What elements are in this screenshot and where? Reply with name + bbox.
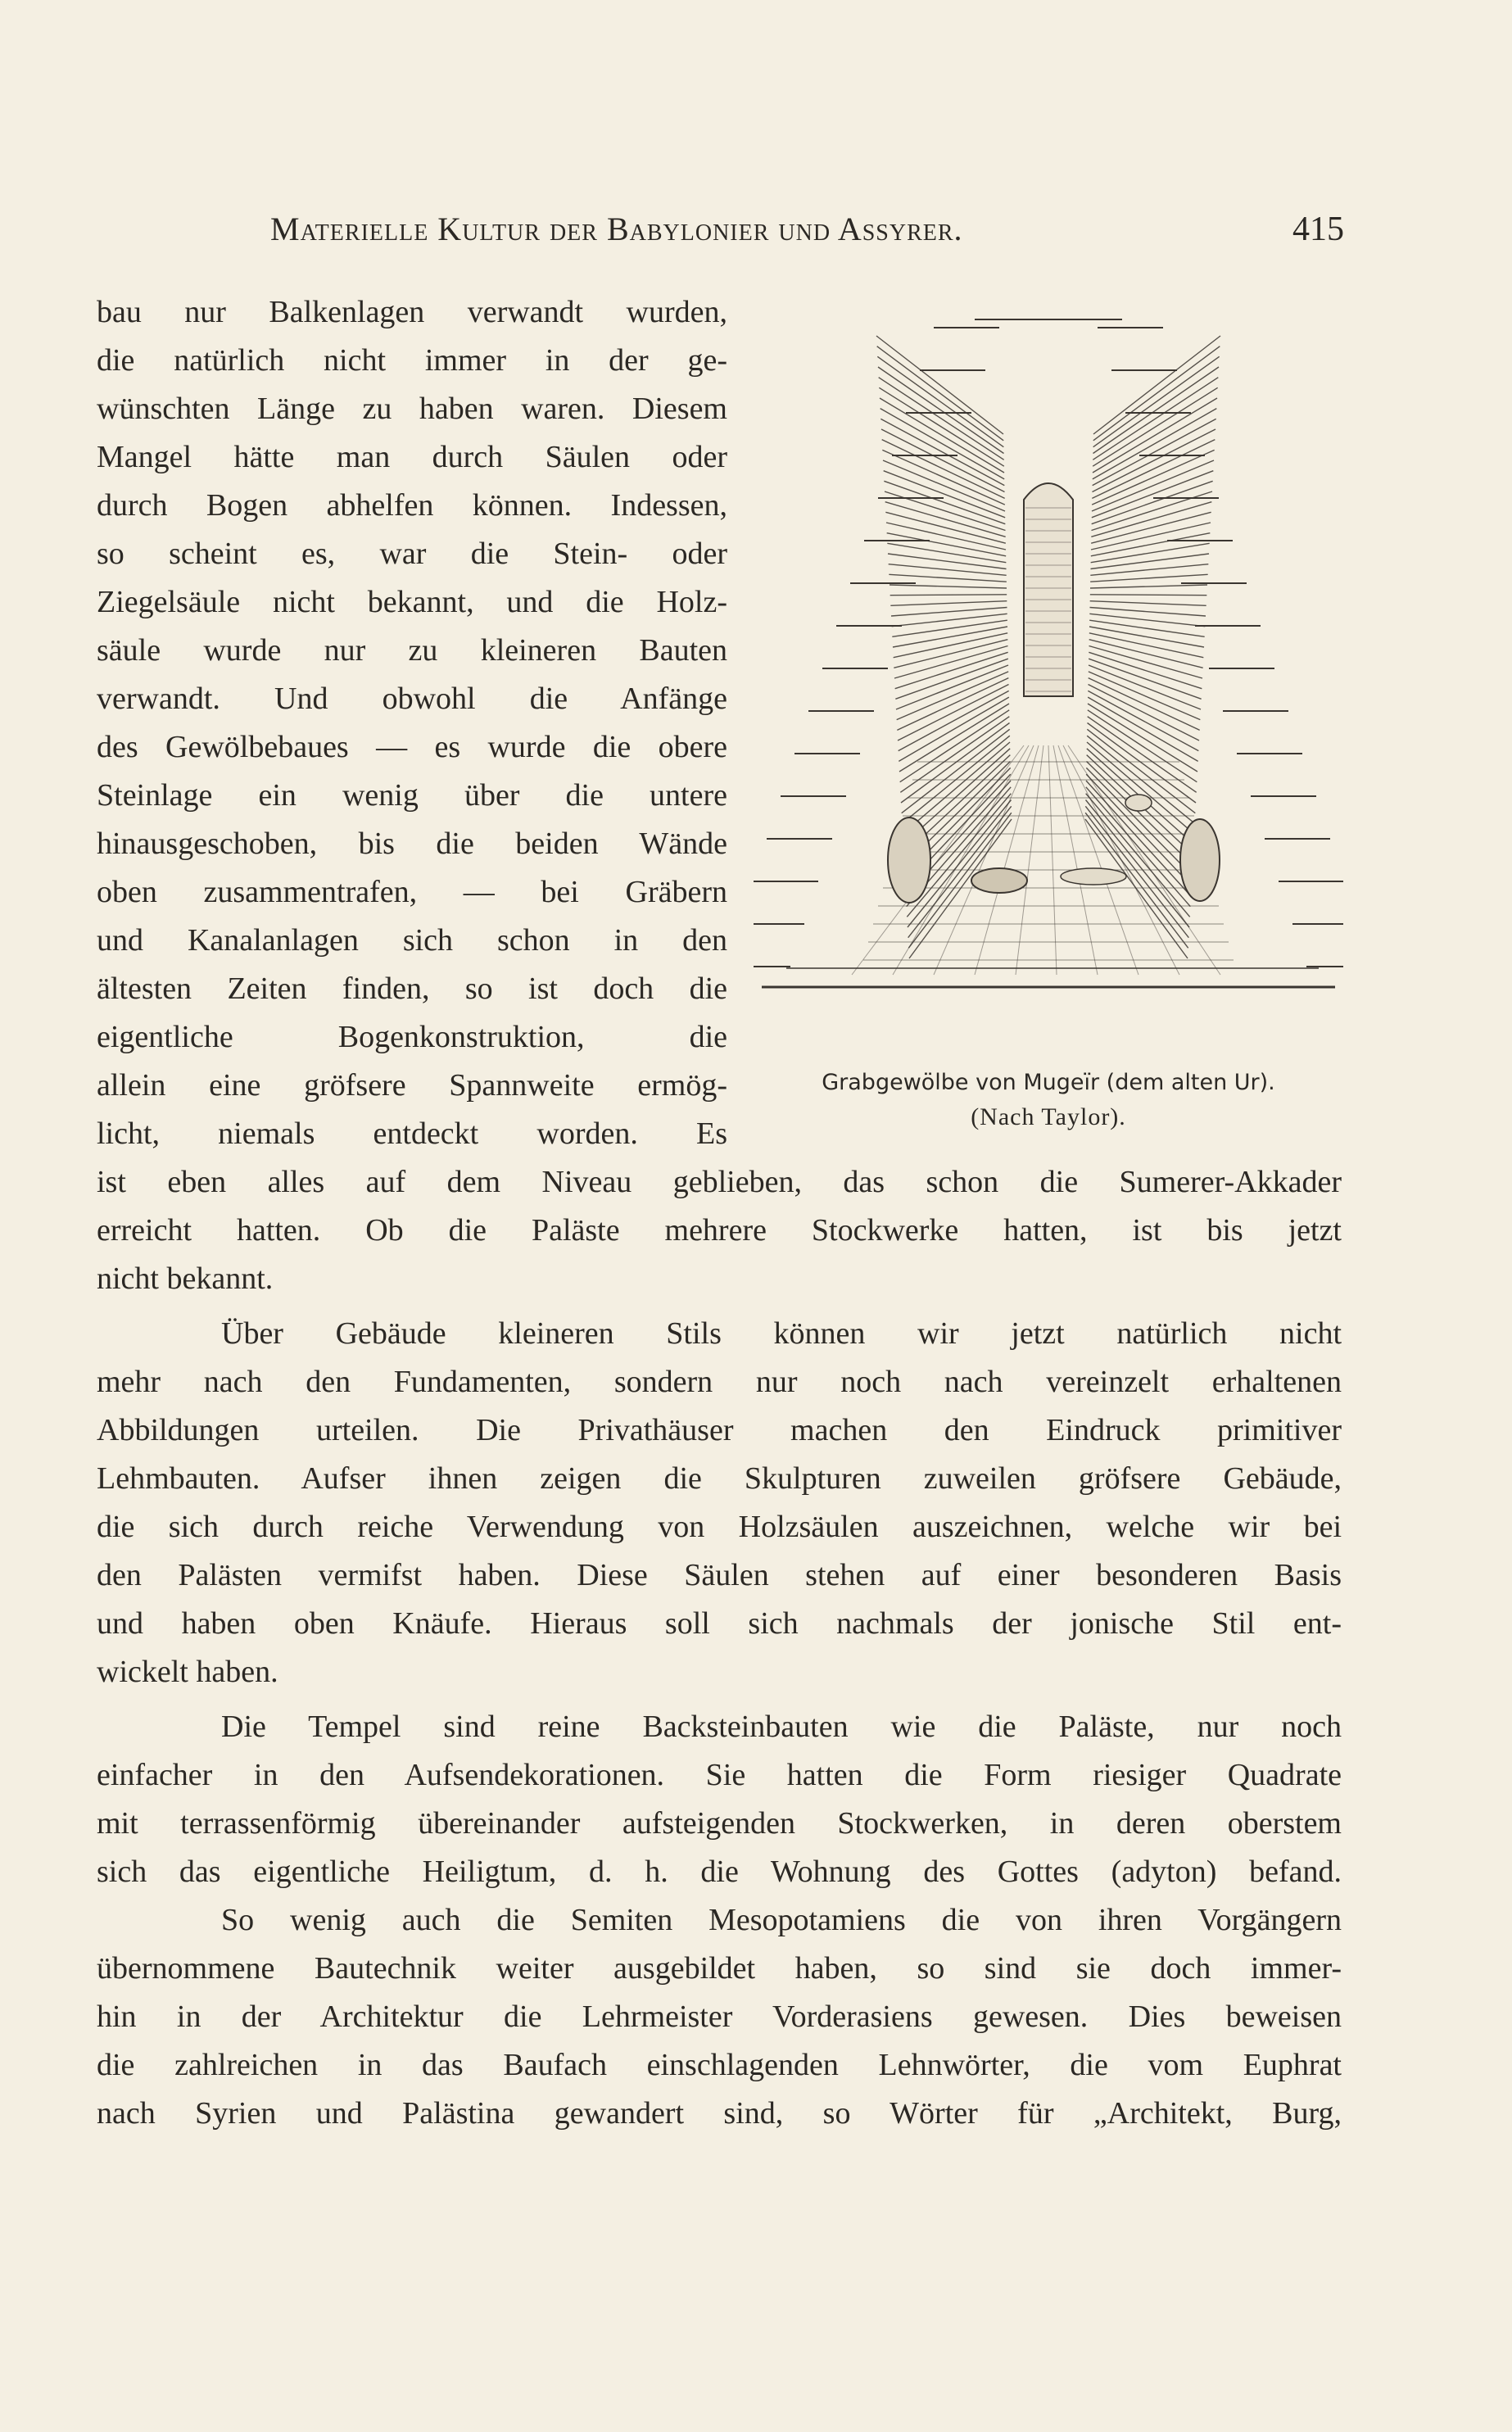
text-line: so scheint es, war die Stein- oder — [97, 537, 727, 571]
text-line: Die Tempel sind reine Backsteinbauten wie die Paläste, nur noch — [221, 1710, 1342, 1744]
text-line: allein eine gröfsere Spannweite ermög- — [97, 1068, 727, 1103]
text-line: und haben oben Knäufe. Hieraus soll sich nachmals der jonische Stil ent- — [97, 1606, 1342, 1641]
text-line: hin in der Architektur die Lehrmeister Vorderasiens gewesen. Dies beweisen — [97, 1999, 1342, 2034]
text-line: Über Gebäude kleineren Stils können wir jetzt natürlich nicht — [221, 1316, 1342, 1351]
text-line: ältesten Zeiten finden, so ist doch die — [97, 971, 727, 1006]
text-line: nicht bekannt. — [97, 1261, 274, 1296]
text-line: mehr nach den Fundamenten, sondern nur noch nach vereinzelt erhaltenen — [97, 1365, 1342, 1399]
corbelled-vault-drawing — [754, 303, 1343, 1040]
text-line: nach Syrien und Palästina gewandert sind, so Wörter für „Architekt, Burg, — [97, 2096, 1342, 2131]
text-line: mit terrassenförmig übereinander aufsteigenden Stockwerken, in deren oberstem — [97, 1806, 1342, 1841]
text-line: wünschten Länge zu haben waren. Diesem — [97, 392, 727, 426]
text-line: wickelt haben. — [97, 1655, 278, 1689]
figure-credit: (Nach Taylor). — [971, 1103, 1126, 1130]
text-line: durch Bogen abhelfen können. Indessen, — [97, 488, 727, 523]
text-line: die natürlich nicht immer in der ge- — [97, 343, 727, 378]
figure-caption: Grabgewölbe von Mugeïr (dem alten Ur). — [822, 1070, 1275, 1095]
text-line: sich das eigentliche Heiligtum, d. h. die Wohnung des Gottes (adyton) befand. — [97, 1855, 1342, 1889]
text-line: Ziegelsäule nicht bekannt, und die Holz- — [97, 585, 727, 619]
text-line: übernommene Bautechnik weiter ausgebildet haben, so sind sie doch immer- — [97, 1951, 1342, 1986]
text-line: die sich durch reiche Verwendung von Holzsäulen auszeichnen, welche wir bei — [97, 1510, 1342, 1544]
text-line: und Kanalanlagen sich schon in den — [97, 923, 727, 958]
text-line: Steinlage ein wenig über die untere — [97, 778, 727, 813]
text-line: hinausgeschoben, bis die beiden Wände — [97, 827, 727, 861]
vault-illustration — [754, 303, 1343, 1040]
text-line: So wenig auch die Semiten Mesopotamiens die von ihren Vorgängern — [221, 1903, 1342, 1937]
text-line: des Gewölbebaues — es wurde die obere — [97, 730, 727, 764]
text-line: einfacher in den Aufsendekorationen. Sie hatten die Form riesiger Quadrate — [97, 1758, 1342, 1792]
text-line: die zahlreichen in das Baufach einschlagenden Lehnwörter, die vom Euphrat — [97, 2048, 1342, 2082]
text-line: Lehmbauten. Aufser ihnen zeigen die Skulpturen zuweilen gröfsere Gebäude, — [97, 1461, 1342, 1496]
text-line: oben zusammentrafen, — bei Gräbern — [97, 875, 727, 909]
running-head: Materielle Kultur der Babylonier und Assyrer. — [270, 211, 963, 247]
text-line: bau nur Balkenlagen verwandt wurden, — [97, 295, 727, 329]
text-line: säule wurde nur zu kleineren Bauten — [97, 633, 727, 668]
text-line: ist eben alles auf dem Niveau geblieben, das schon die Sumerer-Akkader — [97, 1165, 1342, 1199]
text-line: eigentliche Bogenkonstruktion, die — [97, 1020, 727, 1054]
text-line: licht, niemals entdeckt worden. Es — [97, 1116, 727, 1151]
page-number: 415 — [1292, 211, 1344, 248]
text-line: verwandt. Und obwohl die Anfänge — [97, 682, 727, 716]
text-line: den Palästen vermifst haben. Diese Säulen stehen auf einer besonderen Basis — [97, 1558, 1342, 1592]
text-line: Mangel hätte man durch Säulen oder — [97, 440, 727, 474]
text-line: erreicht hatten. Ob die Paläste mehrere Stockwerke hatten, ist bis jetzt — [97, 1213, 1342, 1248]
text-line: Abbildungen urteilen. Die Privathäuser machen den Eindruck primitiver — [97, 1413, 1342, 1447]
